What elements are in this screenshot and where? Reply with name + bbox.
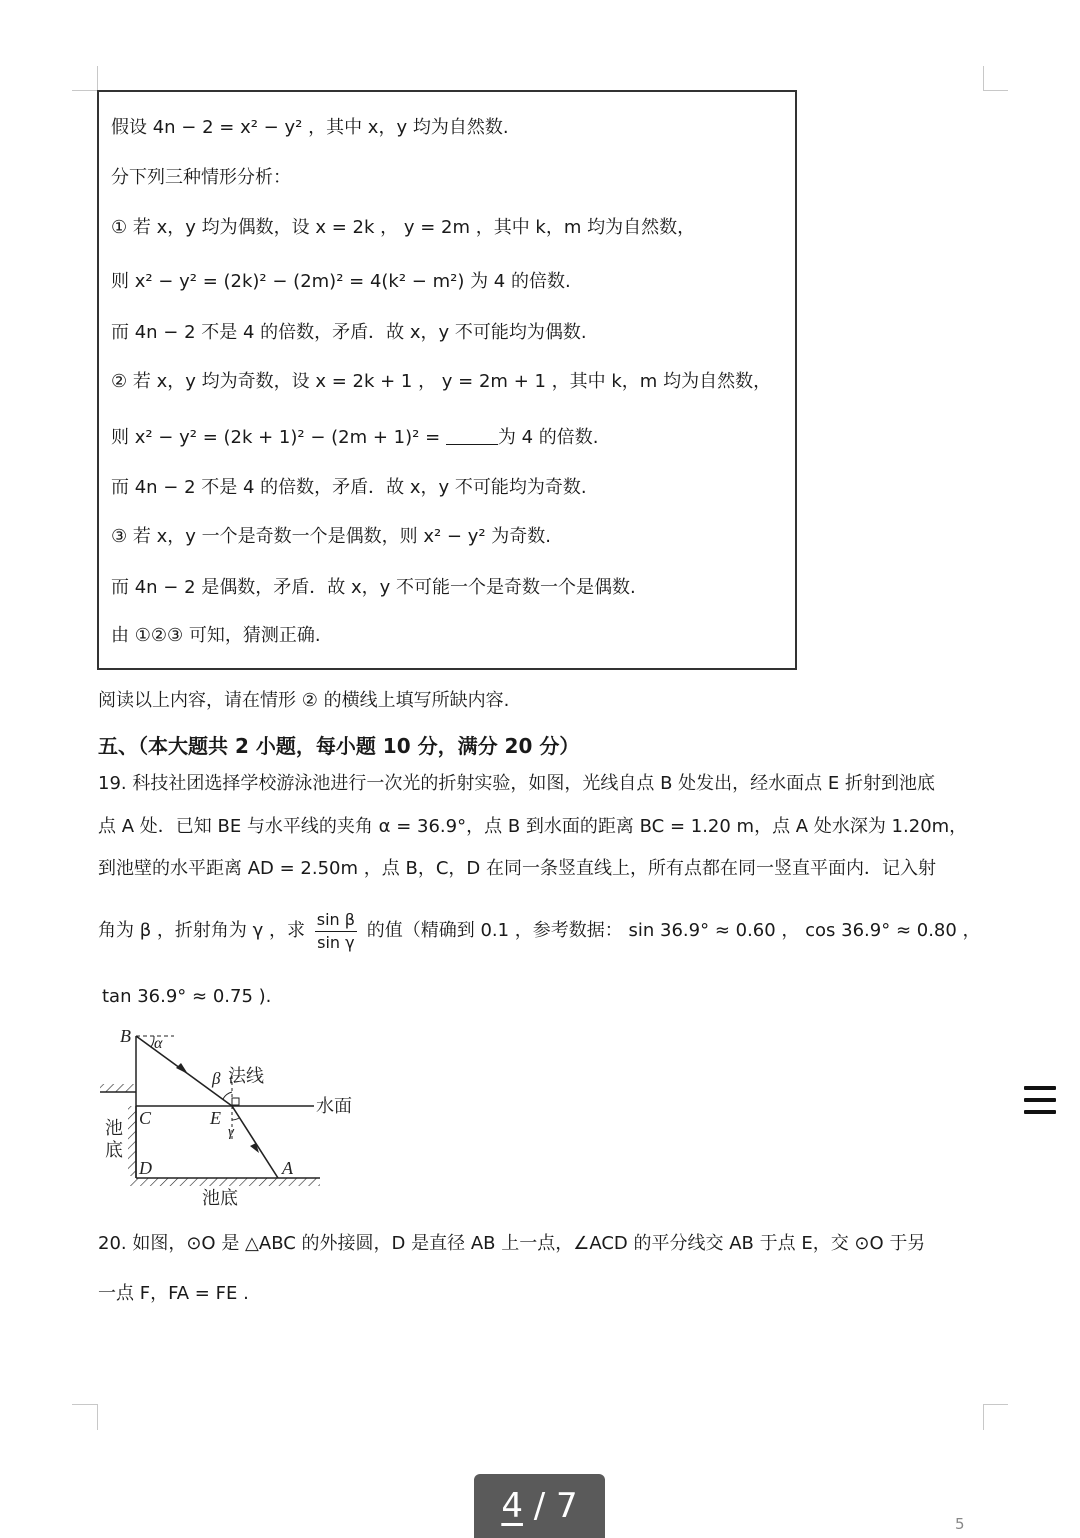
proof-line: 分下列三种情形分析： bbox=[111, 167, 291, 188]
proof-line: 由 ①②③ 可知，猜测正确. bbox=[111, 625, 321, 646]
label-D: D bbox=[139, 1158, 152, 1178]
label-pool-wall: 池底 bbox=[105, 1118, 123, 1161]
refracted-ray bbox=[232, 1106, 278, 1178]
instruction-text: 阅读以上内容，请在情形 ② 的横线上填写所缺内容. bbox=[98, 690, 510, 711]
page-number: 5 bbox=[955, 1515, 965, 1533]
sin-ratio-fraction bbox=[315, 909, 357, 954]
label-E: E bbox=[210, 1108, 221, 1128]
menu-icon[interactable] bbox=[1024, 1086, 1056, 1122]
crop-mark-top-right-h bbox=[983, 90, 1008, 91]
crop-mark-top-left-h bbox=[72, 90, 97, 91]
q19-line: 19. 科技社团选择学校游泳池进行一次光的折射实验，如图，光线自点 B 处发出，经水面点 E 折射到池底 bbox=[98, 773, 935, 794]
q20-line: 一点 F，FA = FE . bbox=[98, 1283, 249, 1304]
page-indicator[interactable] bbox=[474, 1474, 605, 1538]
refraction-figure bbox=[96, 1022, 376, 1212]
label-alpha: α bbox=[154, 1035, 163, 1052]
crop-mark-bottom-right-v bbox=[983, 1404, 984, 1430]
crop-mark-bottom-right-h bbox=[983, 1404, 1008, 1405]
fill-in-blank bbox=[446, 428, 498, 445]
label-normal: 法线 bbox=[228, 1066, 264, 1087]
proof-line: 假设 4n − 2 = x² − y² ，其中 x，y 均为自然数. bbox=[111, 117, 509, 138]
label-A: A bbox=[282, 1158, 293, 1178]
ground-hatch-top bbox=[100, 1084, 136, 1092]
proof-line: 而 4n − 2 不是 4 的倍数，矛盾．故 x，y 不可能均为奇数. bbox=[111, 477, 587, 498]
q19-line-with-fraction bbox=[98, 904, 981, 958]
label-pool-bottom: 池底 bbox=[202, 1188, 238, 1209]
label-water-surface: 水面 bbox=[316, 1096, 352, 1117]
section-title: 五、（本大题共 2 小题，每小题 10 分，满分 20 分） bbox=[98, 734, 580, 758]
total-pages: 7 bbox=[556, 1486, 578, 1526]
crop-mark-bottom-left-v bbox=[97, 1404, 98, 1430]
blank-suffix: 为 4 的倍数. bbox=[497, 427, 599, 448]
q19-text-pre: 角为 β ，折射角为 γ ，求 bbox=[98, 920, 306, 941]
proof-line: ② 若 x，y 均为奇数，设 x = 2k + 1 ， y = 2m + 1 ，其中 k，m 均为自然数， bbox=[111, 371, 772, 392]
proof-box bbox=[97, 90, 797, 670]
right-angle-mark bbox=[232, 1098, 239, 1105]
page-separator: / bbox=[522, 1486, 557, 1526]
proof-line: ① 若 x，y 均为偶数，设 x = 2k ， y = 2m ，其中 k，m 均为自然数， bbox=[111, 217, 696, 238]
q20-line: 20. 如图，⊙O 是 △ABC 的外接圆，D 是直径 AB 上一点，∠ACD 的平分线交 AB 于点 E，交 ⊙O 于另 bbox=[98, 1233, 926, 1254]
refracted-arrow-icon bbox=[250, 1143, 259, 1153]
label-C: C bbox=[139, 1108, 152, 1128]
label-B: B bbox=[120, 1026, 131, 1046]
crop-mark-top-left-v bbox=[97, 66, 98, 90]
label-beta: β bbox=[212, 1069, 221, 1088]
pool-bottom-hatch bbox=[130, 1178, 320, 1186]
q19-line: 到池壁的水平距离 AD = 2.50m ，点 B，C，D 在同一条竖直线上，所有点都在同一竖直平面内．记入射 bbox=[98, 858, 936, 879]
current-page: 4 bbox=[501, 1486, 523, 1526]
fraction-numerator: sin β bbox=[315, 909, 357, 932]
q19-line: tan 36.9° ≈ 0.75 ). bbox=[102, 986, 272, 1007]
proof-line-with-blank bbox=[111, 426, 599, 450]
proof-line: 则 x² − y² = (2k)² − (2m)² = 4(k² − m²) 为 4 的倍数. bbox=[111, 271, 571, 292]
q19-text-post: 的值（精确到 0.1 ，参考数据： sin 36.9° ≈ 0.60 ， cos 36.9° ≈ 0.80 ， bbox=[366, 920, 981, 941]
gamma-arc bbox=[232, 1118, 239, 1120]
proof-line: 而 4n − 2 是偶数，矛盾．故 x，y 不可能一个是奇数一个是偶数. bbox=[111, 577, 636, 598]
beta-arc bbox=[223, 1092, 232, 1099]
incident-arrow-icon bbox=[176, 1063, 188, 1074]
crop-mark-top-right-v bbox=[983, 66, 984, 90]
blank-prefix: 则 x² − y² = (2k + 1)² − (2m + 1)² = bbox=[111, 427, 446, 448]
crop-mark-bottom-left-h bbox=[72, 1404, 97, 1405]
pool-wall-hatch bbox=[128, 1106, 136, 1178]
fraction-denominator: sin γ bbox=[317, 932, 355, 952]
label-gamma: γ bbox=[228, 1124, 234, 1140]
proof-line: 而 4n − 2 不是 4 的倍数，矛盾．故 x，y 不可能均为偶数. bbox=[111, 322, 587, 343]
q19-line: 点 A 处．已知 BE 与水平线的夹角 α = 36.9°，点 B 到水面的距离 BC = 1.20 m，点 A 处水深为 1.20m， bbox=[98, 816, 968, 837]
proof-line: ③ 若 x，y 一个是奇数一个是偶数，则 x² − y² 为奇数. bbox=[111, 526, 552, 547]
